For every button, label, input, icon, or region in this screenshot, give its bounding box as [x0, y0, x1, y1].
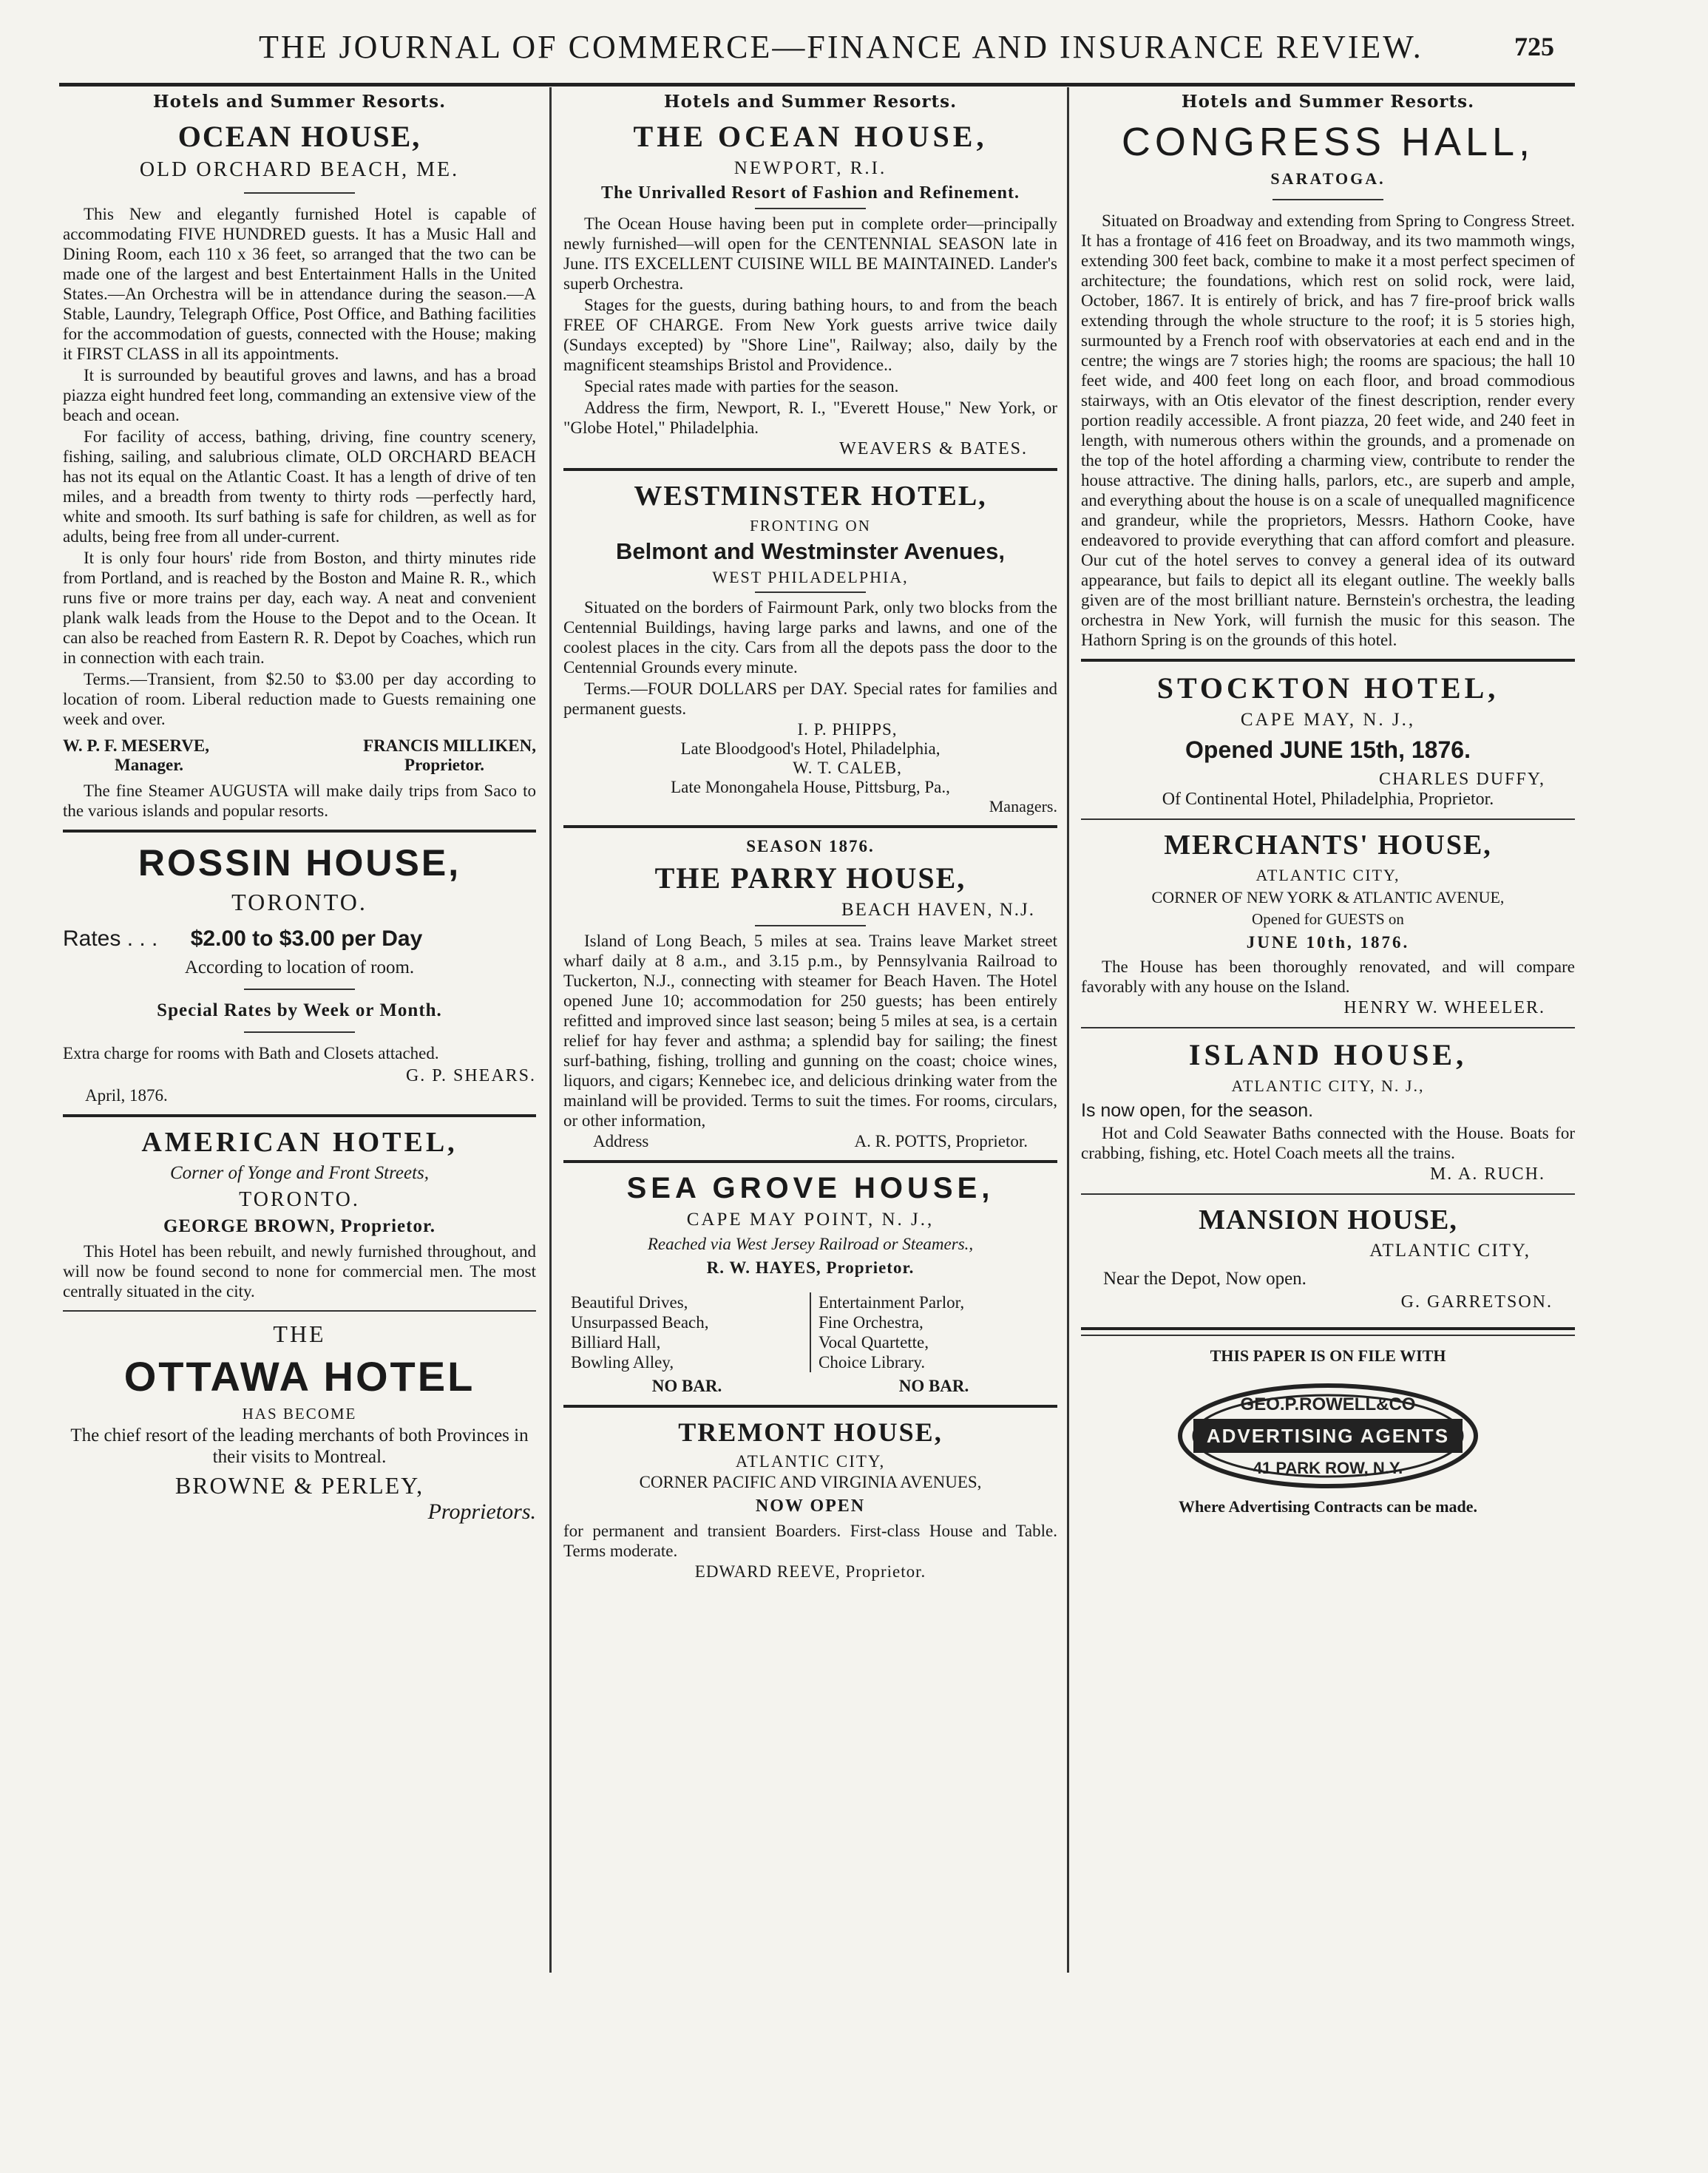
ad-body: [1081, 211, 1575, 650]
ad-separator: [63, 830, 536, 833]
rates-label: Rates . . .: [63, 926, 158, 951]
signature-proprietor: FRANCIS MILLIKEN,: [363, 736, 536, 755]
file-bottom: Where Advertising Contracts can be made.: [1178, 1497, 1478, 1516]
ad-separator: [563, 468, 1057, 471]
signature-manager: W. P. F. MESERVE,: [63, 736, 209, 755]
signature: WEAVERS & BATES.: [839, 439, 1028, 458]
signature-row: [563, 1132, 1057, 1151]
special-rates: Special Rates by Week or Month.: [157, 1000, 442, 1020]
ad-body: [63, 1043, 536, 1063]
ad-become: HAS BECOME: [242, 1405, 357, 1423]
date: April, 1876.: [85, 1086, 168, 1105]
ad-tagline: The Unrivalled Resort of Fashion and Refinement.: [601, 183, 1020, 203]
section-label: Hotels and Summer Resorts.: [663, 92, 958, 112]
ad-place: BEACH HAVEN, N.J.: [841, 900, 1035, 920]
paragraph: for permanent and transient Boarders. First-class House and Table. Terms moderate.: [563, 1522, 1057, 1560]
signature: BROWNE & PERLEY,: [174, 1472, 424, 1499]
ad-merchants-house: [1081, 829, 1575, 1018]
paragraph: For facility of access, bathing, driving, fine country scenery, fishing, sailing, and salubrious climate, OLD ORCHARD BEACH has not its equal on the Atlantic Coast. It has a length of drive of ten miles, and a breadth from twenty to thirty rods —perfectly hard, white and smooth. Its surf bathing is safe for children, as well as for adults, being free from all under-current.: [63, 427, 536, 546]
signature: HENRY W. WHEELER.: [1343, 998, 1545, 1017]
page-header: [0, 28, 1708, 72]
paragraph: This Hotel has been rebuilt, and newly furnished throughout, and will now be found second to none for commercial men. The most centrally situated in the city.: [63, 1242, 536, 1301]
ad-separator: [563, 825, 1057, 828]
paragraph: Island of Long Beach, 5 miles at sea. Trains leave Market street wharf daily at 8 a.m., and 3.15 p.m., by Pennsylvania Railroad to Tuckerton, N.J., connecting with steamer for Beach Haven. The Hotel opened June 10; accommodation for 250 guests; has been entirely refitted and improved since last season; being 5 miles at sea, is a certain relief for hay fever and asthma; a splendid bay for sailing; the finest surf-bathing, fishing, trolling and gunning on the coast; choice wines, liquors, and cigars; Kennebec ice, and delicious drinking water from the mainland will be provided. Terms to suit the times. For rooms, circulars, or other information,: [563, 932, 1057, 1130]
paragraph: Extra charge for rooms with Bath and Closets attached.: [63, 1044, 439, 1062]
ad-title: CONGRESS HALL,: [1121, 120, 1535, 164]
ad-open: NOW OPEN: [755, 1496, 866, 1516]
ad-title: THE PARRY HOUSE,: [654, 861, 966, 895]
ad-american-hotel: [63, 1126, 536, 1301]
ad-place: ATLANTIC CITY,: [1369, 1241, 1531, 1261]
ad-title: ISLAND HOUSE,: [1188, 1038, 1468, 1071]
paragraph: Special rates made with parties for the season.: [584, 377, 899, 396]
ad-body: [63, 204, 536, 729]
ad-title: STOCKTON HOTEL,: [1156, 671, 1499, 705]
signature: G. P. SHEARS.: [405, 1066, 536, 1085]
ad-title: MERCHANTS' HOUSE,: [1164, 830, 1492, 861]
ad-body: [63, 1241, 536, 1301]
manager-2: W. T. CALEB,: [793, 759, 902, 777]
ad-rossin-house: [63, 841, 536, 1105]
role-proprietor: Proprietor.: [404, 756, 484, 774]
divider: [755, 591, 866, 593]
ad-season: SEASON 1876.: [746, 837, 875, 855]
paragraph: Address the firm, Newport, R. I., "Everett House," New York, or "Globe Hotel," Philadelphia.: [563, 399, 1057, 437]
ad-ocean-house-newport: [563, 119, 1057, 459]
manager-2-late: Late Monongahela House, Pittsburg, Pa.,: [671, 778, 950, 796]
ad-body: [1081, 1123, 1575, 1163]
column-left: [63, 81, 536, 1529]
paragraph: This New and elegantly furnished Hotel is capable of accommodating FIVE HUNDRED guests. It has a Music Hall and Dining Room, each 110 x 36 feet, so arranged that the two can be made one of the largest and best Entertainment Halls in the United States.—An Orchestra will be in attendance during the season.—A Stable, Laundry, Telegraph Office, Post Office, and Bathing facilities for the accommodation of guests, connected with the House; making it FIRST CLASS in all its appointments.: [63, 205, 536, 363]
ad-parry-house: [563, 837, 1057, 1151]
ad-separator: [563, 1160, 1057, 1163]
ad-body: [563, 597, 1057, 719]
divider: [244, 989, 355, 990]
signature: CHARLES DUFFY,: [1379, 770, 1545, 789]
ad-corner: CORNER OF NEW YORK & ATLANTIC AVENUE,: [1151, 888, 1505, 906]
address-label: Address: [593, 1132, 649, 1150]
signature: A. R. POTTS, Proprietor.: [854, 1132, 1028, 1150]
ad-reached: Reached via West Jersey Railroad or Steamers.,: [647, 1235, 974, 1253]
amenities-right: [811, 1292, 1057, 1372]
ad-title: AMERICAN HOTEL,: [141, 1127, 458, 1158]
ad-opened: Opened for GUESTS on: [1252, 910, 1404, 928]
signature-row: [63, 736, 536, 756]
ad-fronting: FRONTING ON: [750, 517, 871, 535]
signature: M. A. RUCH.: [1429, 1165, 1545, 1184]
amenity: Vocal Quartette,: [819, 1333, 929, 1352]
paragraph: Terms.—FOUR DOLLARS per DAY. Special rates for families and permanent guests.: [563, 679, 1057, 718]
ad-separator: [63, 1114, 536, 1117]
ad-of: Of Continental Hotel, Philadelphia, Proprietor.: [1162, 790, 1494, 809]
paragraph: Situated on the borders of Fairmount Park, only two blocks from the Centennial Buildings, having large parks and lawns, and one of the coolest places in the city. Cars from all the depots pass the door to the Centennial Grounds every minute.: [563, 598, 1057, 677]
ad-corner: Corner of Yonge and Front Streets,: [169, 1163, 429, 1183]
amenity: Unsurpassed Beach,: [571, 1313, 709, 1332]
ad-title: TREMONT HOUSE,: [678, 1417, 943, 1447]
ad-title: SEA GROVE HOUSE,: [626, 1172, 994, 1204]
ad-place: CAPE MAY, N. J.,: [1240, 710, 1416, 730]
ad-near: Near the Depot, Now open.: [1103, 1269, 1307, 1289]
manager-1-late: Late Bloodgood's Hotel, Philadelphia,: [680, 739, 941, 758]
ad-place: OLD ORCHARD BEACH, ME.: [139, 158, 460, 181]
signature: EDWARD REEVE, Proprietor.: [694, 1562, 926, 1581]
column-divider-2: [1067, 87, 1069, 1973]
manager-1: I. P. PHIPPS,: [797, 720, 898, 739]
amenities: [563, 1292, 1057, 1372]
ad-congress-hall: [1081, 119, 1575, 650]
ad-proprietor: GEORGE BROWN, Proprietor.: [163, 1216, 436, 1236]
ad-date: JUNE 10th, 1876.: [1246, 933, 1410, 952]
ad-rowell-file: [1081, 1346, 1575, 1516]
ad-separator: [1081, 1193, 1575, 1195]
divider: [755, 208, 866, 209]
rates-note: According to location of room.: [184, 957, 415, 977]
ad-open: Is now open, for the season.: [1081, 1100, 1314, 1121]
file-top: THIS PAPER IS ON FILE WITH: [1210, 1346, 1446, 1365]
ad-separator: [1081, 1335, 1575, 1336]
ad-title: THE OCEAN HOUSE,: [633, 120, 988, 153]
paragraph: It is surrounded by beautiful groves and lawns, and has a broad piazza eight hundred feet long, commanding an extensive view of the beach and ocean.: [63, 366, 536, 424]
ad-separator: [1081, 818, 1575, 820]
amenity: Beautiful Drives,: [571, 1293, 688, 1312]
ad-stockton-hotel: [1081, 671, 1575, 810]
no-bar: NO BAR.: [651, 1377, 722, 1395]
ad-place: CAPE MAY POINT, N. J.,: [686, 1210, 935, 1230]
ad-title: MANSION HOUSE,: [1199, 1204, 1457, 1235]
stamp-text: 41 PARK ROW, N.Y.: [1253, 1459, 1403, 1477]
ad-place: ATLANTIC CITY, N. J.,: [1231, 1077, 1425, 1095]
column-middle: [563, 81, 1057, 1586]
stamp-text: GEO.P.ROWELL&CO: [1240, 1394, 1416, 1414]
ad-separator: [1081, 659, 1575, 662]
role: Proprietors.: [427, 1499, 536, 1524]
section-label: Hotels and Summer Resorts.: [152, 92, 447, 112]
ad-body: [563, 931, 1057, 1130]
page-number: 725: [1514, 32, 1554, 61]
ad-ottawa-hotel: [63, 1321, 536, 1525]
column-right: [1081, 81, 1575, 1521]
paragraph: Stages for the guests, during bathing hours, to and from the beach FREE OF CHARGE. From New York guests arrive twice daily (Sundays excepted) by "Shore Line", Railway; also, daily by the magnificent steamships Bristol and Providence..: [563, 296, 1057, 374]
divider: [244, 192, 355, 194]
ad-separator: [63, 1310, 536, 1312]
rates-value: $2.00 to $3.00 per Day: [190, 926, 423, 951]
ad-title: WESTMINSTER HOTEL,: [634, 481, 987, 512]
column-divider-1: [549, 87, 552, 1973]
ad-sea-grove-house: [563, 1172, 1057, 1396]
amenity: Choice Library.: [819, 1353, 926, 1372]
role-manager: Manager.: [115, 756, 184, 774]
ad-separator: [563, 1405, 1057, 1408]
signature-role-row: [63, 756, 536, 775]
rates-line: [63, 926, 536, 952]
ad-place: SARATOGA.: [1270, 169, 1386, 188]
paragraph: The Ocean House having been put in complete order—principally newly furnished—will open for the CENTENNIAL SEASON late in June. ITS EXCELLENT CUISINE WILL BE MAINTAINED. Lander's superb Orchestra.: [563, 214, 1057, 293]
amenity: Fine Orchestra,: [819, 1313, 924, 1332]
ad-place: TORONTO.: [231, 889, 367, 915]
ad-body: [1081, 957, 1575, 997]
ad-ocean-house-old-orchard: [63, 119, 536, 821]
paragraph: Hot and Cold Seawater Baths connected with the House. Boats for crabbing, fishing, etc. Hotel Coach meets all the trains.: [1081, 1124, 1575, 1162]
divider: [755, 925, 866, 926]
rowell-stamp-logo: [1173, 1380, 1483, 1491]
amenity: Billiard Hall,: [571, 1333, 661, 1352]
ad-body: [563, 214, 1057, 438]
ad-title: ROSSIN HOUSE,: [138, 842, 461, 884]
ad-opened: Opened JUNE 15th, 1876.: [1185, 736, 1471, 763]
stamp-text: ADVERTISING AGENTS: [1206, 1425, 1450, 1447]
paragraph: It is only four hours' ride from Boston, and thirty minutes ride from Portland, and is reached by the Boston and Maine R. R., which runs five or more trains per day, each way. A neat and convenient plank walk leads from the House to the Depot and to the Ocean. It can also be reached from Eastern R. R. Depot by Coaches, which run in connection with each train.: [63, 549, 536, 667]
amenities-left: [563, 1292, 811, 1372]
ad-tremont-house: [563, 1417, 1057, 1582]
ad-title: OTTAWA HOTEL: [123, 1353, 475, 1400]
ad-corner: CORNER PACIFIC AND VIRGINIA AVENUES,: [639, 1473, 982, 1491]
ad-place: TORONTO.: [239, 1188, 360, 1211]
signature: G. GARRETSON.: [1400, 1292, 1553, 1312]
amenity: Bowling Alley,: [571, 1353, 674, 1372]
ad-title: OCEAN HOUSE,: [177, 120, 421, 153]
ad-separator: [1081, 1027, 1575, 1028]
ad-note: [63, 781, 536, 821]
paragraph: The House has been thoroughly renovated, and will compare favorably with any house on the Island.: [1081, 957, 1575, 996]
amenity: Entertainment Parlor,: [819, 1293, 965, 1312]
ad-body: [563, 1521, 1057, 1561]
ad-place: NEWPORT, R.I.: [733, 158, 887, 178]
section-label: Hotels and Summer Resorts.: [1181, 92, 1475, 112]
ad-place: ATLANTIC CITY,: [735, 1452, 886, 1471]
ad-place: ATLANTIC CITY,: [1255, 866, 1400, 884]
ad-body: The chief resort of the leading merchants of both Provinces in their visits to Montreal.: [70, 1425, 529, 1467]
ad-separator: [1081, 1327, 1575, 1330]
managers: Managers.: [989, 797, 1057, 816]
divider: [244, 1031, 355, 1033]
paragraph: The fine Steamer AUGUSTA will make daily trips from Saco to the various islands and popular resorts.: [63, 782, 536, 820]
ad-the: THE: [273, 1321, 326, 1347]
ad-place: WEST PHILADELPHIA,: [712, 568, 909, 586]
no-bar-row: [563, 1377, 1057, 1396]
ad-mansion-house: [1081, 1204, 1575, 1312]
divider: [1272, 199, 1383, 200]
paragraph: Terms.—Transient, from $2.50 to $3.00 per day according to location of room. Liberal reduction made to Guests remaining one week and over.: [63, 670, 536, 728]
ad-westminster-hotel: [563, 480, 1057, 816]
ad-avenues: Belmont and Westminster Avenues,: [616, 538, 1005, 564]
ad-proprietor: R. W. HAYES, Proprietor.: [706, 1258, 915, 1277]
no-bar: NO BAR.: [898, 1377, 969, 1395]
ad-island-house: [1081, 1037, 1575, 1184]
paragraph: Situated on Broadway and extending from Spring to Congress Street. It has a frontage of 416 feet on Broadway, and its two mammoth wings, extending 300 feet back, combine to make it a most perfect specimen of architecture; the foundations, which rest on solid rock, were laid, October, 1867. It is entirely of brick, and has 7 fire-proof brick walls extending through the whole structure to the roof; it is 5 stories high, surmounted by a French roof with observatories at each end and in the centre; the wings are 7 stories high; the rooms are spacious; the hall 10 feet wide, and 400 feet long on each floor, and broad commodious stairways, with an Otis elevator of the finest description, render every portion readily accessible. A front piazza, 20 feet wide, and 240 feet in length, with numerous others within the grounds, and a promenade on the top of the hotel affording a charming view, contribute to render the house attractive. The dining halls, parlors, etc., are superb and ample, and everything about the house is on a scale of unequalled magnificence and grandeur, while the proprietors, Messrs. Hathorn Cooke, have endeavored to provide everything that can afford comfort and pleasure. Our cut of the hotel serves to convey a general idea of its outward appearance, but fails to depict all its elegant outline. The weekly balls given are of the most brilliant nature. Bernstein's orchestra, the leading orchestra in New York, will furnish the music for this season. The Hathorn Spring is on the grounds of this hotel.: [1081, 211, 1575, 649]
journal-title: THE JOURNAL OF COMMERCE—FINANCE AND INSURANCE REVIEW.: [259, 29, 1423, 65]
